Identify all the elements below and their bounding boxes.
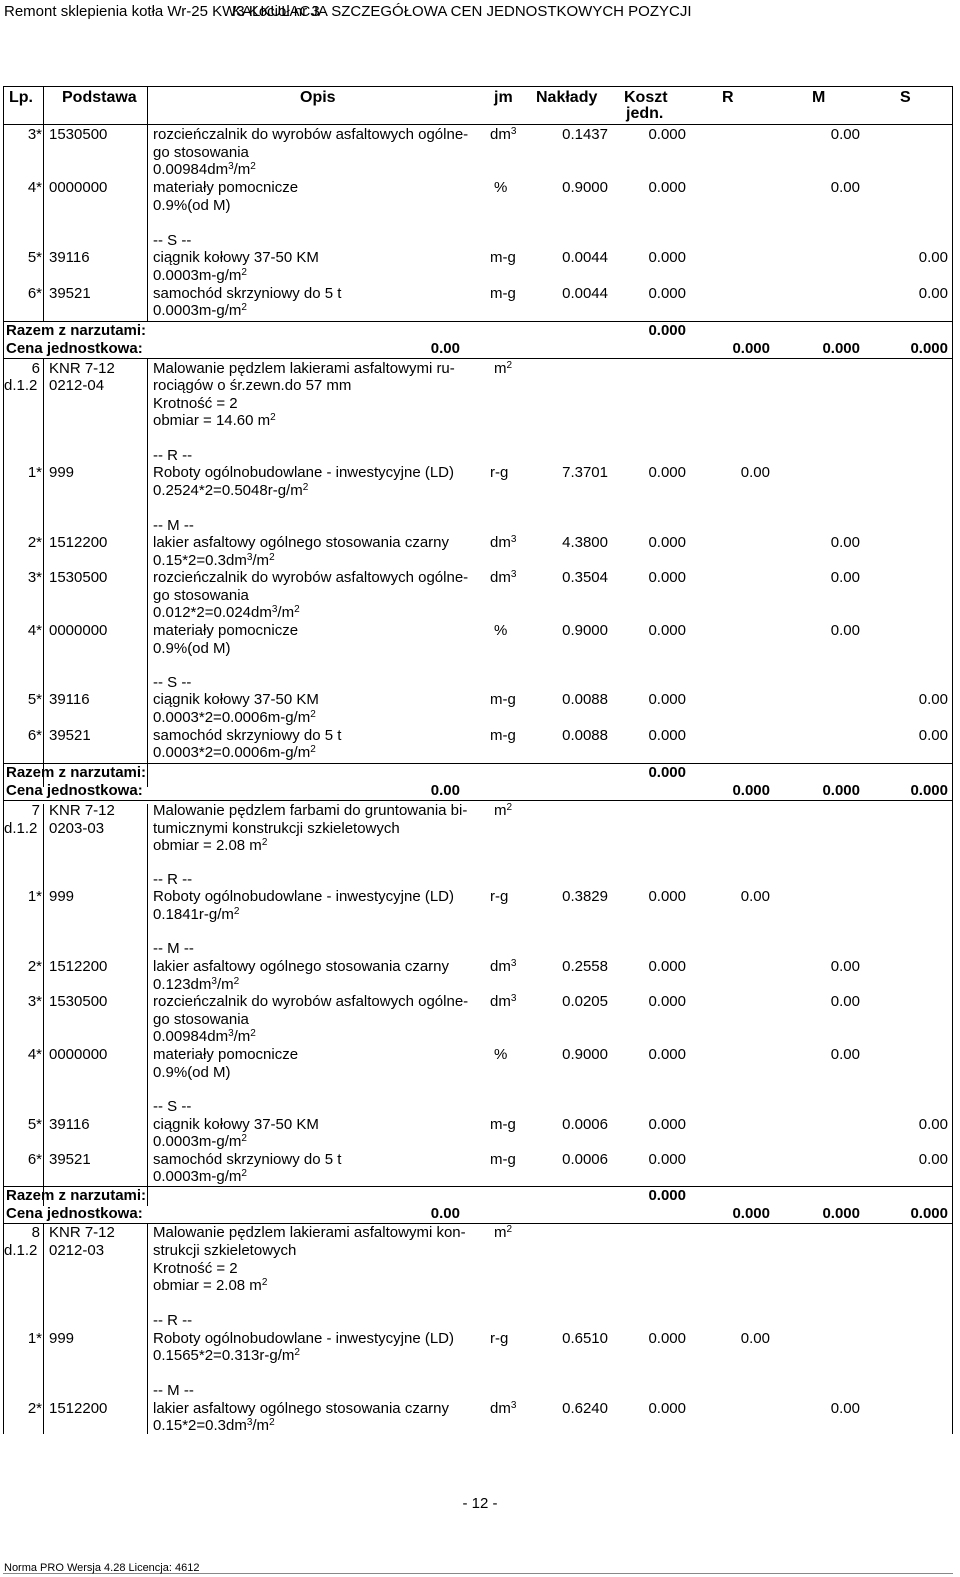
- row-s: 0.00: [918, 691, 948, 708]
- section-label-s: -- S --: [153, 674, 192, 691]
- position-number: 6: [31, 360, 40, 377]
- row-code: 39116: [49, 1116, 90, 1133]
- row-norm: $0.15*2=0.3dm^3/m^2$: [153, 1417, 275, 1434]
- position-basis-code: 0203-03: [49, 820, 105, 837]
- col-header-s: S: [900, 89, 911, 106]
- col-header-naklady: Nakłady: [536, 89, 598, 106]
- row-norm: 0.9%(od M): [153, 197, 231, 214]
- cena-m: 0.000: [822, 340, 860, 357]
- row-koszt: 0.000: [648, 1116, 686, 1133]
- position-number: 7: [31, 802, 40, 819]
- row-m: 0.00: [830, 179, 860, 196]
- row-lp: 3*: [27, 993, 42, 1010]
- row-naklady: 0.1437: [562, 126, 608, 143]
- row-unit: %: [494, 622, 508, 639]
- row-lp: 6*: [27, 1151, 42, 1168]
- row-koszt: 0.000: [648, 1330, 686, 1347]
- row-desc: rozcieńczalnik do wyrobów asfaltowych ogólne-: [153, 993, 469, 1010]
- row-koszt: 0.000: [648, 727, 686, 744]
- row-desc: lakier asfaltowy ogólnego stosowania czarny: [153, 534, 449, 551]
- row-desc: Roboty ogólnobudowlane - inwestycyjne (LD): [153, 1330, 454, 1347]
- col-divider-podstawa: [147, 359, 148, 787]
- row-koszt: 0.000: [648, 691, 686, 708]
- position-desc: rociągów o śr.zewn.do 57 mm: [153, 377, 352, 394]
- row-naklady: 0.0088: [562, 691, 608, 708]
- cena-label: Cena jednostkowa:: [6, 1205, 143, 1222]
- razem-label: Razem z narzutami:: [6, 322, 147, 339]
- col-header-jm: jm: [494, 89, 513, 106]
- section-label-s: -- S --: [153, 1098, 192, 1115]
- row-s: 0.00: [918, 1151, 948, 1168]
- row-lp: 2*: [27, 534, 42, 551]
- row-lp: 2*: [27, 958, 42, 975]
- row-code: 39116: [49, 691, 90, 708]
- row-code: 0000000: [49, 622, 108, 639]
- col-divider-lp: [43, 359, 44, 787]
- row-desc: samochód skrzyniowy do 5 t: [153, 285, 342, 302]
- row-code: 1530500: [49, 569, 108, 586]
- row-naklady: 0.2558: [562, 958, 608, 975]
- row-m: 0.00: [830, 1046, 860, 1063]
- row-naklady: 0.0044: [562, 285, 608, 302]
- row-unit: m-g: [490, 249, 516, 266]
- row-code: 39521: [49, 285, 91, 302]
- row-desc: materiały pomocnicze: [153, 179, 299, 196]
- row-desc: Roboty ogólnobudowlane - inwestycyjne (LD): [153, 888, 454, 905]
- row-naklady: 0.6510: [562, 1330, 608, 1347]
- position-basis-code: 0212-03: [49, 1242, 105, 1259]
- row-naklady: 0.0205: [562, 993, 608, 1010]
- row-lp: 5*: [27, 691, 42, 708]
- row-unit: r-g: [490, 1330, 509, 1347]
- row-lp: 4*: [27, 179, 42, 196]
- row-unit: m-g: [490, 1151, 516, 1168]
- col-header-podstawa: Podstawa: [62, 89, 137, 106]
- row-code: 1512200: [49, 958, 108, 975]
- row-koszt: 0.000: [648, 1400, 686, 1417]
- col-divider-podstawa: [147, 86, 148, 322]
- row-naklady: 0.9000: [562, 179, 608, 196]
- row-norm: $0.0003*2=0.0006m-g/m^2$: [153, 709, 316, 726]
- position-basis: KNR 7-12: [49, 360, 115, 377]
- col-divider-podstawa: [147, 804, 148, 1206]
- table-left-border: [3, 86, 4, 1434]
- cena-s: 0.000: [910, 1205, 948, 1222]
- row-lp: 6*: [27, 285, 42, 302]
- row-m: 0.00: [830, 126, 860, 143]
- row-naklady: 0.0088: [562, 727, 608, 744]
- row-naklady: 0.3829: [562, 888, 608, 905]
- position-unit: $m^2$: [494, 360, 513, 377]
- razem-value: 0.000: [648, 764, 686, 781]
- row-m: 0.00: [830, 534, 860, 551]
- row-code: 39521: [49, 1151, 91, 1168]
- row-divider: [3, 800, 953, 801]
- row-desc-cont: go stosowania: [153, 1011, 249, 1028]
- row-desc: lakier asfaltowy ogólnego stosowania czarny: [153, 1400, 449, 1417]
- footer-license: Norma PRO Wersja 4.28 Licencja: 4612: [4, 1562, 200, 1574]
- position-unit: $m^2$: [494, 1224, 513, 1241]
- cena-value: 0.00: [430, 782, 460, 799]
- row-s: 0.00: [918, 1116, 948, 1133]
- page-number: - 12 -: [462, 1495, 498, 1512]
- row-code: 1530500: [49, 126, 108, 143]
- cena-m: 0.000: [822, 782, 860, 799]
- row-code: 39116: [49, 249, 90, 266]
- row-desc: samochód skrzyniowy do 5 t: [153, 727, 342, 744]
- row-code: 39521: [49, 727, 91, 744]
- row-code: 1530500: [49, 993, 108, 1010]
- col-divider-lp: [43, 86, 44, 322]
- row-code: 1512200: [49, 534, 108, 551]
- row-unit: %: [494, 179, 508, 196]
- row-koszt: 0.000: [648, 1046, 686, 1063]
- row-norm: $0.15*2=0.3dm^3/m^2$: [153, 552, 275, 569]
- row-naklady: 4.3800: [562, 534, 608, 551]
- row-norm: $0.0003*2=0.0006m-g/m^2$: [153, 744, 316, 761]
- table-header-divider: [3, 124, 953, 125]
- row-code: 0000000: [49, 1046, 108, 1063]
- row-s: 0.00: [918, 727, 948, 744]
- row-koszt: 0.000: [648, 569, 686, 586]
- row-norm: $0.123dm^3/m^2$: [153, 976, 240, 993]
- row-unit: $dm^3$: [490, 534, 517, 551]
- position-desc: strukcji szkieletowych: [153, 1242, 297, 1259]
- position-desc: Malowanie pędzlem lakierami asfaltowymi ru-: [153, 360, 455, 377]
- cena-r: 0.000: [732, 1205, 770, 1222]
- row-koszt: 0.000: [648, 126, 686, 143]
- position-basis-code: 0212-04: [49, 377, 105, 394]
- row-naklady: 0.0006: [562, 1116, 608, 1133]
- row-koszt: 0.000: [648, 179, 686, 196]
- row-desc-cont: go stosowania: [153, 587, 249, 604]
- col-header-koszt-jedn: jedn.: [626, 105, 664, 122]
- position-basis: KNR 7-12: [49, 1224, 115, 1241]
- row-unit: $dm^3$: [490, 126, 517, 143]
- row-norm: $0.0003m-g/m^2$: [153, 302, 247, 319]
- row-koszt: 0.000: [648, 888, 686, 905]
- row-code: 0000000: [49, 179, 108, 196]
- row-unit: m-g: [490, 691, 516, 708]
- row-desc: lakier asfaltowy ogólnego stosowania czarny: [153, 958, 449, 975]
- row-desc: ciągnik kołowy 37-50 KM: [153, 691, 319, 708]
- row-desc: ciągnik kołowy 37-50 KM: [153, 249, 319, 266]
- row-koszt: 0.000: [648, 249, 686, 266]
- row-naklady: 7.3701: [562, 464, 608, 481]
- cena-label: Cena jednostkowa:: [6, 340, 143, 357]
- table-top-border: [3, 86, 953, 87]
- col-header-koszt: Koszt: [624, 89, 668, 106]
- col-divider-lp: [43, 1224, 44, 1434]
- position-number: 8: [31, 1224, 40, 1241]
- row-norm: $0.012*2=0.024dm^3/m^2$: [153, 604, 300, 621]
- cena-value: 0.00: [430, 340, 460, 357]
- row-lp: 3*: [27, 126, 42, 143]
- row-norm: 0.9%(od M): [153, 640, 231, 657]
- col-header-opis: Opis: [300, 89, 336, 106]
- cena-r: 0.000: [732, 340, 770, 357]
- cena-value: 0.00: [430, 1205, 460, 1222]
- section-label-r: -- R --: [153, 871, 193, 888]
- section-label-r: -- R --: [153, 1312, 193, 1329]
- position-basis-chapter: d.1.2: [4, 820, 38, 837]
- position-quantity: obmiar = 2.08 $m^2$: [153, 1277, 268, 1294]
- row-desc: rozcieńczalnik do wyrobów asfaltowych ogólne-: [153, 569, 469, 586]
- row-lp: 1*: [27, 888, 42, 905]
- row-lp: 5*: [27, 1116, 42, 1133]
- row-m: 0.00: [830, 1400, 860, 1417]
- row-s: 0.00: [918, 285, 948, 302]
- row-code: 999: [49, 1330, 75, 1347]
- position-quantity: obmiar = 14.60 $m^2$: [153, 412, 276, 429]
- row-unit: m-g: [490, 1116, 516, 1133]
- razem-label: Razem z narzutami:: [6, 764, 147, 781]
- row-norm: $0.00984dm^3/m^2$: [153, 161, 256, 178]
- document-title: Remont sklepienia kotła Wr-25 KW3 Kocioł nr 3: [4, 3, 320, 20]
- position-multiplier: Krotność = 2: [153, 395, 238, 412]
- row-divider: [3, 358, 953, 359]
- cena-s: 0.000: [910, 782, 948, 799]
- row-code: 999: [49, 888, 75, 905]
- row-m: 0.00: [830, 993, 860, 1010]
- row-koszt: 0.000: [648, 958, 686, 975]
- row-norm: $0.0003m-g/m^2$: [153, 267, 247, 284]
- row-koszt: 0.000: [648, 1151, 686, 1168]
- row-naklady: 0.6240: [562, 1400, 608, 1417]
- row-unit: $dm^3$: [490, 993, 517, 1010]
- col-divider-lp: [43, 804, 44, 1206]
- row-m: 0.00: [830, 622, 860, 639]
- row-koszt: 0.000: [648, 993, 686, 1010]
- row-koszt: 0.000: [648, 464, 686, 481]
- row-norm: $0.0003m-g/m^2$: [153, 1168, 247, 1185]
- col-divider-podstawa: [147, 1224, 148, 1434]
- row-naklady: 0.3504: [562, 569, 608, 586]
- document-subtitle: KALKULACJA SZCZEGÓŁOWA CEN JEDNOSTKOWYCH POZYCJI: [232, 3, 692, 20]
- section-label-m: -- M --: [153, 940, 194, 957]
- row-naklady: 0.0006: [562, 1151, 608, 1168]
- row-norm: $0.0003m-g/m^2$: [153, 1133, 247, 1150]
- cena-r: 0.000: [732, 782, 770, 799]
- row-desc: materiały pomocnicze: [153, 1046, 299, 1063]
- row-unit: m-g: [490, 727, 516, 744]
- col-header-m: M: [812, 89, 826, 106]
- section-label-m: -- M --: [153, 517, 194, 534]
- cena-s: 0.000: [910, 340, 948, 357]
- position-basis: KNR 7-12: [49, 802, 115, 819]
- razem-label: Razem z narzutami:: [6, 1187, 147, 1204]
- row-m: 0.00: [830, 958, 860, 975]
- row-norm: $0.2524*2=0.5048r-g/m^2$: [153, 482, 309, 499]
- position-desc: Malowanie pędzlem farbami do gruntowania bi-: [153, 802, 468, 819]
- section-label-m: -- M --: [153, 1382, 194, 1399]
- row-lp: 1*: [27, 464, 42, 481]
- razem-value: 0.000: [648, 322, 686, 339]
- row-lp: 5*: [27, 249, 42, 266]
- position-desc: tumicznymi konstrukcji szkieletowych: [153, 820, 400, 837]
- row-unit: r-g: [490, 464, 509, 481]
- row-desc: ciągnik kołowy 37-50 KM: [153, 1116, 319, 1133]
- section-label-s: -- S --: [153, 232, 192, 249]
- row-naklady: 0.0044: [562, 249, 608, 266]
- row-unit: %: [494, 1046, 508, 1063]
- row-unit: m-g: [490, 285, 516, 302]
- row-desc: rozcieńczalnik do wyrobów asfaltowych ogólne-: [153, 126, 469, 143]
- row-desc: materiały pomocnicze: [153, 622, 299, 639]
- row-s: 0.00: [918, 249, 948, 266]
- position-quantity: obmiar = 2.08 $m^2$: [153, 837, 268, 854]
- row-norm: $0.1565*2=0.313r-g/m^2$: [153, 1347, 300, 1364]
- razem-value: 0.000: [648, 1187, 686, 1204]
- row-koszt: 0.000: [648, 534, 686, 551]
- row-lp: 3*: [27, 569, 42, 586]
- row-desc: Roboty ogólnobudowlane - inwestycyjne (LD): [153, 464, 454, 481]
- row-desc: samochód skrzyniowy do 5 t: [153, 1151, 342, 1168]
- row-lp: 4*: [27, 1046, 42, 1063]
- row-norm: $0.00984dm^3/m^2$: [153, 1028, 256, 1045]
- row-naklady: 0.9000: [562, 1046, 608, 1063]
- row-koszt: 0.000: [648, 285, 686, 302]
- table-right-border: [952, 86, 953, 1434]
- row-unit: $dm^3$: [490, 958, 517, 975]
- row-r: 0.00: [740, 464, 770, 481]
- position-desc: Malowanie pędzlem lakierami asfaltowymi kon-: [153, 1224, 466, 1241]
- row-norm: 0.9%(od M): [153, 1064, 231, 1081]
- row-lp: 2*: [27, 1400, 42, 1417]
- row-naklady: 0.9000: [562, 622, 608, 639]
- position-basis-chapter: d.1.2: [4, 1242, 38, 1259]
- row-code: 1512200: [49, 1400, 108, 1417]
- position-basis-chapter: d.1.2: [4, 377, 38, 394]
- row-m: 0.00: [830, 569, 860, 586]
- row-unit: $dm^3$: [490, 1400, 517, 1417]
- row-lp: 1*: [27, 1330, 42, 1347]
- row-unit: r-g: [490, 888, 509, 905]
- row-r: 0.00: [740, 888, 770, 905]
- row-divider: [3, 1223, 953, 1224]
- row-r: 0.00: [740, 1330, 770, 1347]
- row-koszt: 0.000: [648, 622, 686, 639]
- row-norm: $0.1841r-g/m^2$: [153, 906, 240, 923]
- row-lp: 6*: [27, 727, 42, 744]
- row-code: 999: [49, 464, 75, 481]
- col-header-r: R: [722, 89, 734, 106]
- section-label-r: -- R --: [153, 447, 193, 464]
- cena-m: 0.000: [822, 1205, 860, 1222]
- cena-label: Cena jednostkowa:: [6, 782, 143, 799]
- row-desc-cont: go stosowania: [153, 144, 249, 161]
- col-header-lp: Lp.: [9, 89, 33, 106]
- row-unit: $dm^3$: [490, 569, 517, 586]
- position-multiplier: Krotność = 2: [153, 1260, 238, 1277]
- row-lp: 4*: [27, 622, 42, 639]
- position-unit: $m^2$: [494, 802, 513, 819]
